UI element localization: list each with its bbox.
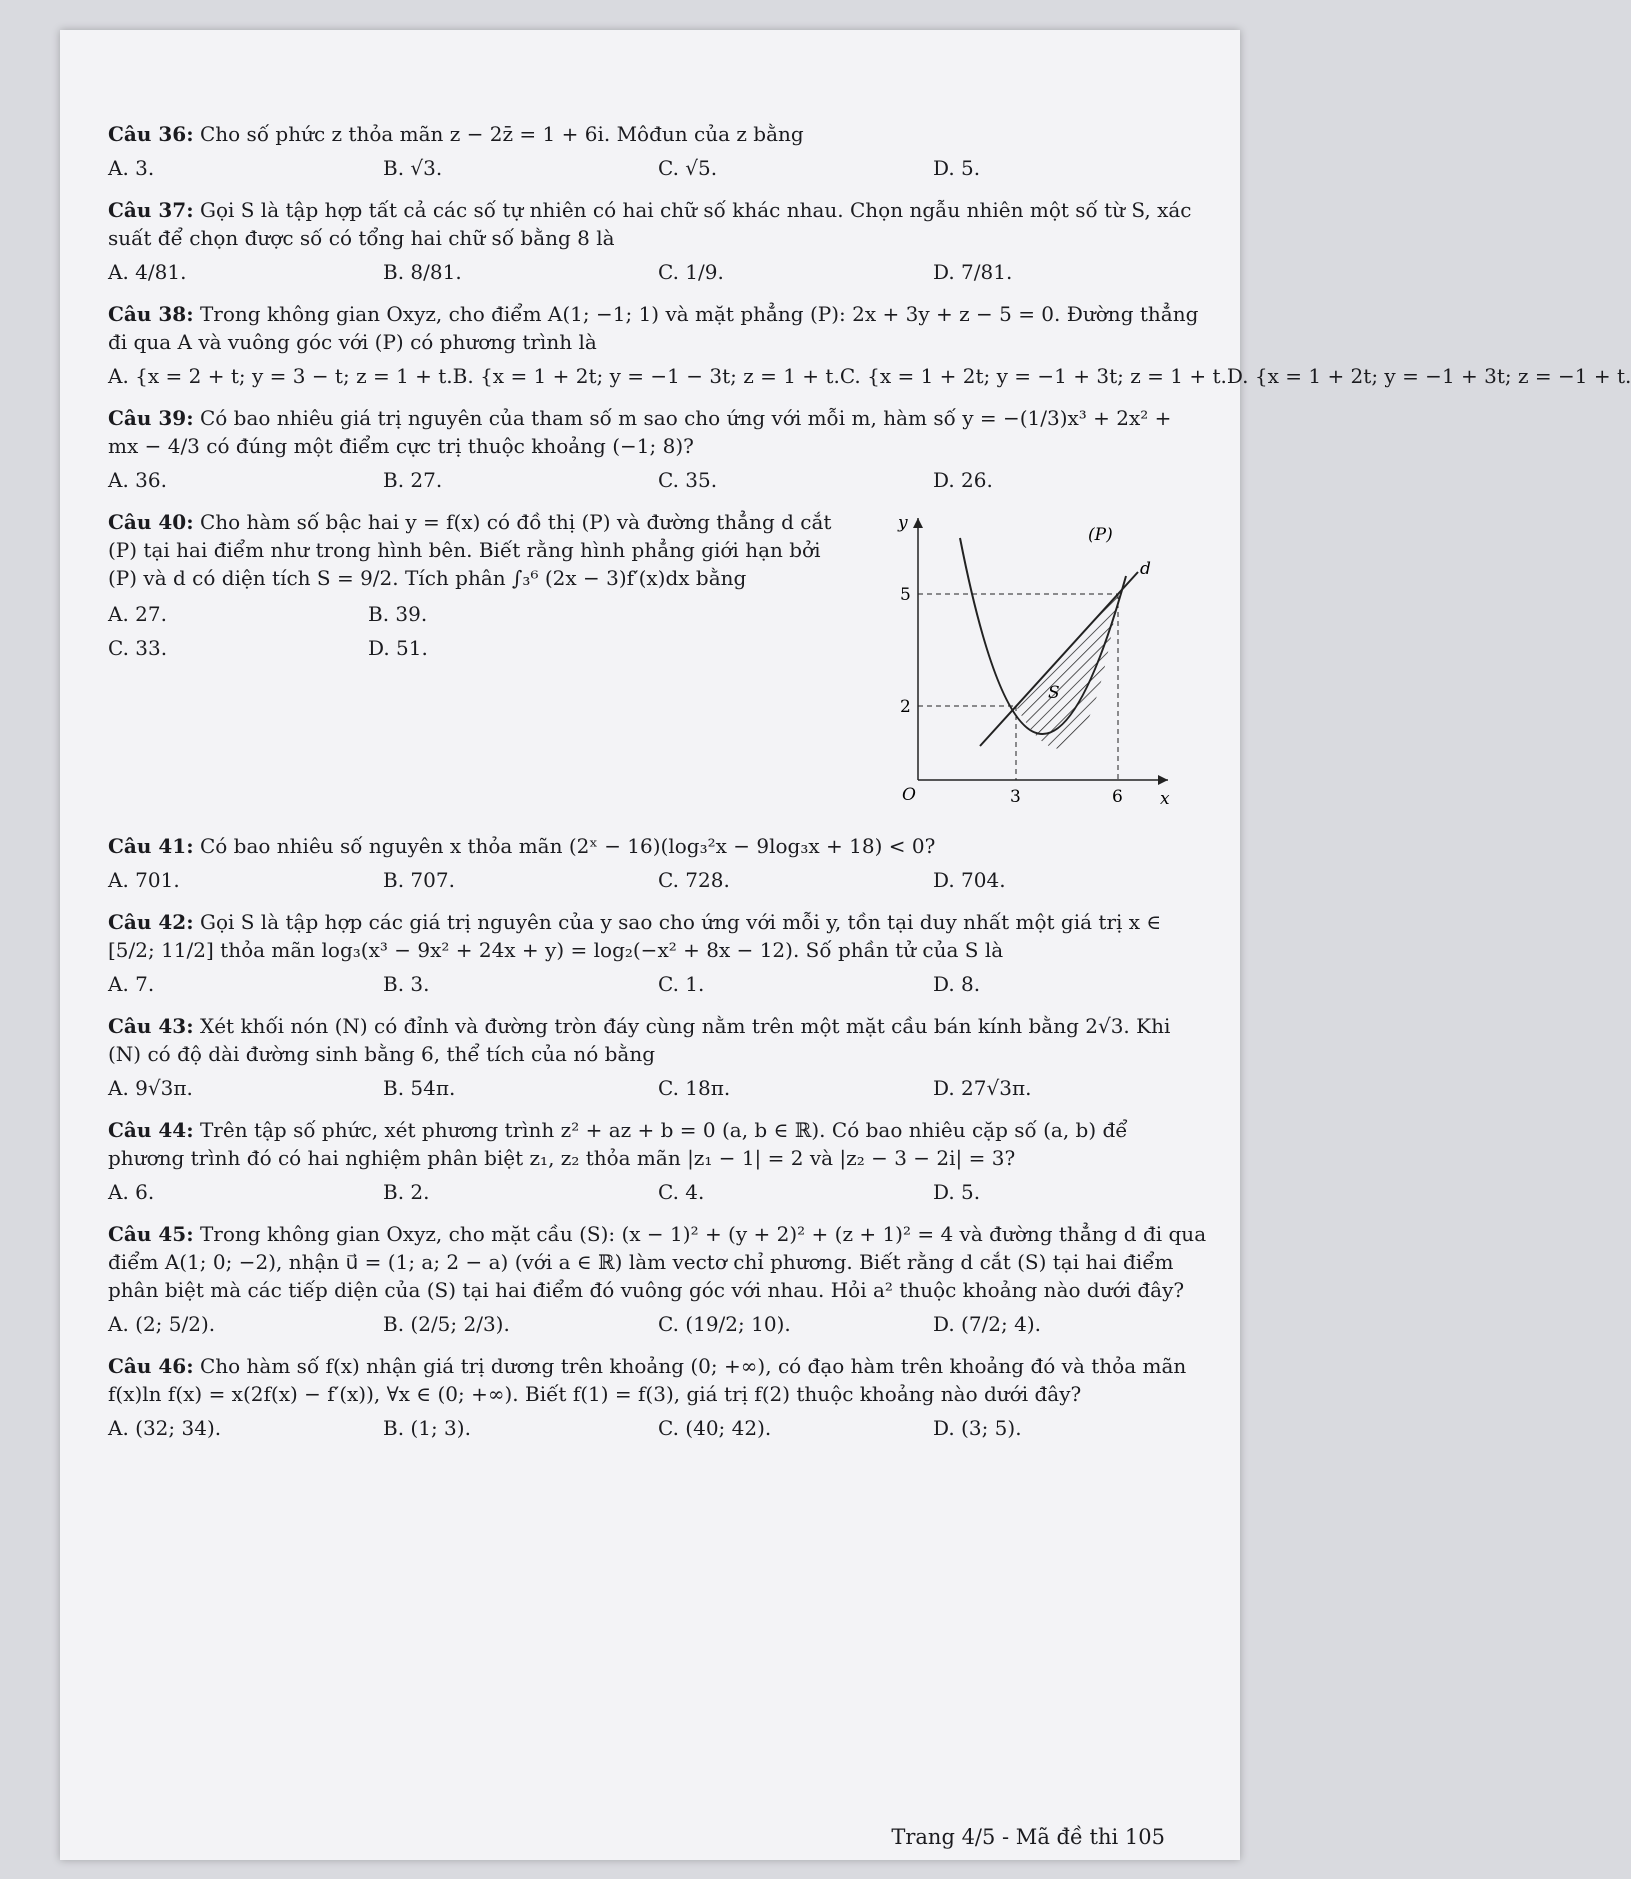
option-c[interactable]: C. 1/9. [658,260,724,284]
option-d[interactable]: D. 26. [933,468,993,492]
question-text: Trong không gian Oxyz, cho mặt cầu (S): (x − 1)² + (y + 2)² + (z + 1)² = 4 và đường thẳng d đi qua điểm A(1; 0; −2), nhận u⃗ = (1; a; 2 − a) (với a ∈ ℝ) làm vectơ chỉ phương. Biết rằng d cắt (S) tại hai điểm phân biệt mà các tiếp diện của (S) tại hai điểm đó vuông góc với nhau. Hỏi a² thuộc khoảng nào dưới đây? [108,1222,1207,1302]
option-c[interactable]: C. 33. [108,636,168,660]
option-b[interactable]: B. 27. [383,468,443,492]
question-36 [108,120,1208,182]
tick-x-3: 3 [1010,787,1021,807]
question-list [108,120,1631,1456]
option-c[interactable]: C. √5. [658,156,718,180]
question-text: Có bao nhiêu số nguyên x thỏa mãn (2ˣ − 16)(log₃²x − 9log₃x + 18) < 0? [199,834,936,858]
question-number: Câu 40: [108,510,194,534]
area-label: S [1048,683,1060,703]
option-c[interactable]: C. 1. [658,972,705,996]
option-b[interactable]: B. (1; 3). [383,1416,471,1440]
question-text: Cho số phức z thỏa mãn z − 2z̄ = 1 + 6i. Môđun của z bằng [199,122,804,146]
question-number: Câu 44: [108,1118,194,1142]
option-a[interactable]: A. 9√3π. [108,1076,193,1100]
question-number: Câu 38: [108,302,194,326]
option-b[interactable]: B. 8/81. [383,260,462,284]
question-text: Gọi S là tập hợp các giá trị nguyên của y sao cho ứng với mỗi y, tồn tại duy nhất một giá trị x ∈ [5/2; 11/2] thỏa mãn log₃(x³ − 9x² + 24x + y) = log₂(−x² + 8x − 12). Số phần tử của S là [108,910,1162,962]
question-text: Trên tập số phức, xét phương trình z² + az + b = 0 (a, b ∈ ℝ). Có bao nhiêu cặp số (a, b) để phương trình đó có hai nghiệm phân biệt z₁, z₂ thỏa mãn |z₁ − 1| = 2 và |z₂ − 3 − 2i| = 3? [108,1118,1128,1170]
y-axis-label: y [898,513,908,533]
question-39 [108,404,1208,494]
options [108,154,1208,182]
option-c[interactable]: C. (40; 42). [658,1416,772,1440]
option-c[interactable]: C. 4. [658,1180,705,1204]
option-a[interactable]: A. 3. [108,156,155,180]
option-b[interactable]: B. {x = 1 + 2t; y = −1 − 3t; z = 1 + t. [452,364,840,388]
option-b[interactable]: B. 2. [383,1180,430,1204]
option-d[interactable]: D. 7/81. [933,260,1013,284]
question-43 [108,1012,1208,1102]
option-b[interactable]: B. (2/5; 2/3). [383,1312,510,1336]
options [108,600,848,662]
option-a[interactable]: A. 7. [108,972,155,996]
options [108,866,1208,894]
option-c[interactable]: C. (19/2; 10). [658,1312,791,1336]
question-text: Có bao nhiêu giá trị nguyên của tham số m sao cho ứng với mỗi m, hàm số y = −(1/3)x³ + 2x² + mx − 4/3 có đúng một điểm cực trị thuộc khoảng (−1; 8)? [108,406,1172,458]
options [108,362,1631,390]
y-axis-arrow-icon [913,518,923,528]
question-number: Câu 36: [108,122,194,146]
option-d[interactable]: D. (7/2; 4). [933,1312,1042,1336]
options [108,1074,1208,1102]
origin-label: O [902,785,916,805]
option-a[interactable]: A. 4/81. [108,260,187,284]
question-text: Cho hàm số bậc hai y = f(x) có đồ thị (P) và đường thẳng d cắt (P) tại hai điểm như trong hình bên. Biết rằng hình phẳng giới hạn bởi (P) và d có diện tích S = 9/2. Tích phân ∫₃⁶ (2x − 3)f′(x)dx bằng [108,510,832,590]
question-46 [108,1352,1208,1442]
tick-y-5: 5 [900,585,911,605]
option-d[interactable]: D. 5. [933,1180,981,1204]
option-a[interactable]: A. (32; 34). [108,1416,222,1440]
option-a[interactable]: A. (2; 5/2). [108,1312,216,1336]
parabola-line-figure [888,498,1178,808]
page-footer: Trang 4/5 - Mã đề thi 105 [891,1825,1165,1849]
options [108,466,1208,494]
question-text: Xét khối nón (N) có đỉnh và đường tròn đáy cùng nằm trên một mặt cầu bán kính bằng 2√3. Khi (N) có độ dài đường sinh bằng 6, thể tích của nó bằng [108,1014,1171,1066]
tick-x-6: 6 [1112,787,1123,807]
option-c[interactable]: C. 35. [658,468,718,492]
question-41 [108,832,1208,894]
option-d[interactable]: D. (3; 5). [933,1416,1022,1440]
option-d[interactable]: D. 8. [933,972,981,996]
exam-page [60,30,1631,1860]
question-number: Câu 37: [108,198,194,222]
question-number: Câu 39: [108,406,194,430]
option-a[interactable]: A. {x = 2 + t; y = 3 − t; z = 1 + t. [108,364,453,388]
line-label: d [1140,559,1151,579]
question-number: Câu 45: [108,1222,194,1246]
question-38 [108,300,1631,390]
question-text: Cho hàm số f(x) nhận giá trị dương trên khoảng (0; +∞), có đạo hàm trên khoảng đó và thỏa mãn f(x)ln f(x) = x(2f(x) − f′(x)), ∀x ∈ (0; +∞). Biết f(1) = f(3), giá trị f(2) thuộc khoảng nào dưới đây? [108,1354,1187,1406]
option-c[interactable]: C. 728. [658,868,730,892]
option-b[interactable]: B. 54π. [383,1076,456,1100]
question-number: Câu 46: [108,1354,194,1378]
option-b[interactable]: B. 3. [383,972,430,996]
option-d[interactable]: D. 51. [368,636,428,660]
option-d[interactable]: D. 27√3π. [933,1076,1032,1100]
question-40 [108,508,1208,818]
question-number: Câu 41: [108,834,194,858]
options [108,970,1208,998]
question-text: Gọi S là tập hợp tất cả các số tự nhiên có hai chữ số khác nhau. Chọn ngẫu nhiên một số từ S, xác suất để chọn được số có tổng hai chữ số bằng 8 là [108,198,1192,250]
question-number: Câu 43: [108,1014,194,1038]
option-d[interactable]: D. 5. [933,156,981,180]
question-44 [108,1116,1208,1206]
options [108,258,1208,286]
option-b[interactable]: B. √3. [383,156,443,180]
question-37 [108,196,1208,286]
option-a[interactable]: A. 6. [108,1180,155,1204]
options [108,1310,1208,1338]
option-b[interactable]: B. 707. [383,868,455,892]
option-a[interactable]: A. 36. [108,468,167,492]
option-c[interactable]: C. {x = 1 + 2t; y = −1 + 3t; z = 1 + t. [839,364,1227,388]
parabola-label: (P) [1088,525,1113,545]
question-text: Trong không gian Oxyz, cho điểm A(1; −1; 1) và mặt phẳng (P): 2x + 3y + z − 5 = 0. Đường thẳng đi qua A và vuông góc với (P) có phương trình là [108,302,1199,354]
tick-y-2: 2 [900,697,911,717]
options [108,1178,1208,1206]
option-a[interactable]: A. 27. [108,602,167,626]
option-d[interactable]: D. 704. [933,868,1006,892]
question-42 [108,908,1208,998]
question-45 [108,1220,1208,1338]
option-b[interactable]: B. 39. [368,602,428,626]
x-axis-label: x [1160,789,1170,809]
area-region [1016,594,1118,749]
option-c[interactable]: C. 18π. [658,1076,731,1100]
option-d[interactable]: D. {x = 1 + 2t; y = −1 + 3t; z = −1 + t. [1226,364,1631,388]
question-number: Câu 42: [108,910,194,934]
option-a[interactable]: A. 701. [108,868,180,892]
options [108,1414,1208,1442]
x-axis-arrow-icon [1158,775,1168,785]
